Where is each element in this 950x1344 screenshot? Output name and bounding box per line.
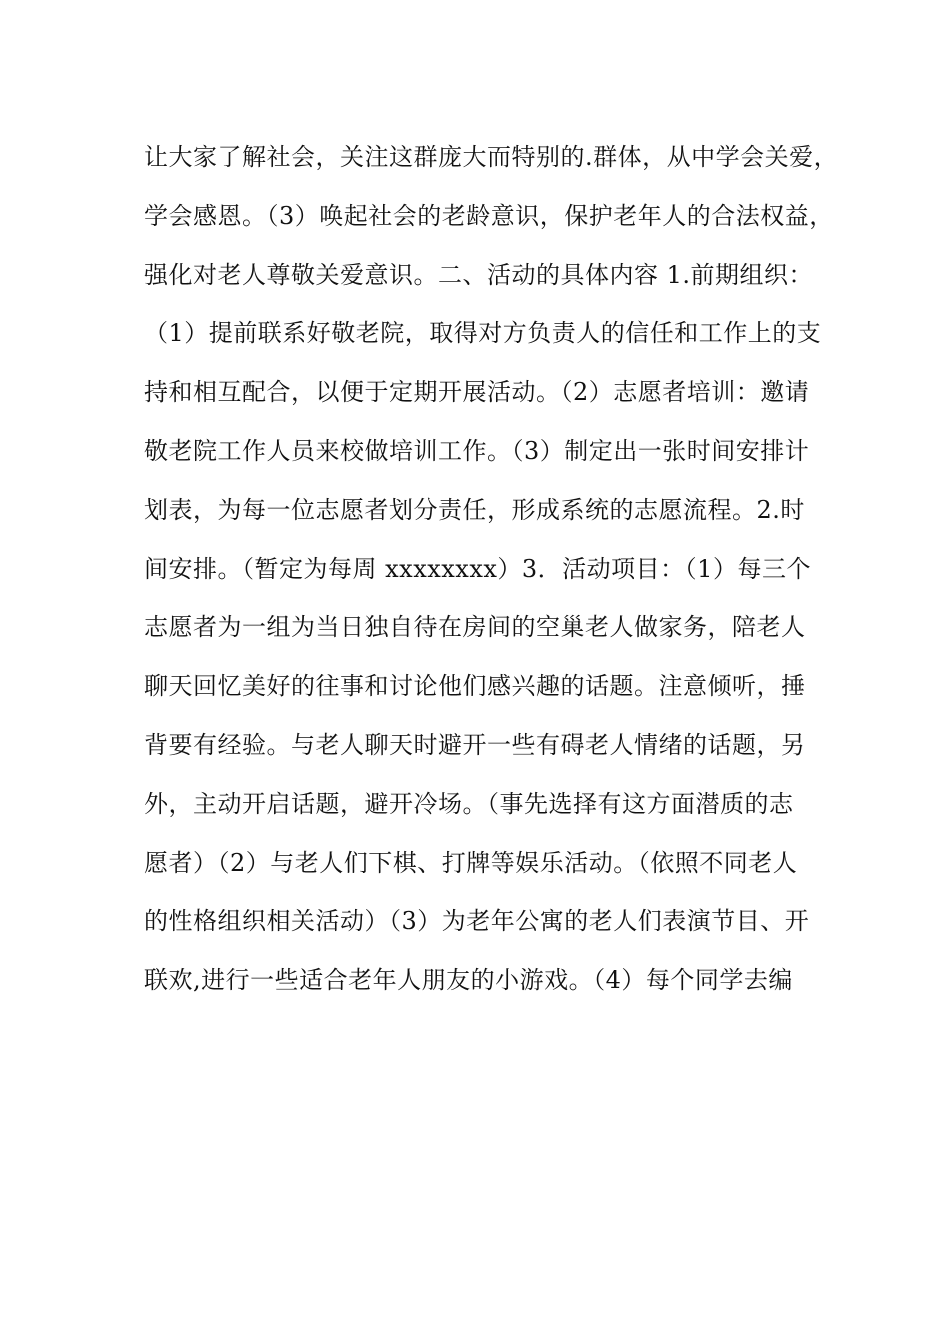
text-line: 学会感恩。（3）唤起社会的老龄意识，保护老年人的合法权益， [144,201,834,230]
text-line: 志愿者为一组为当日独自待在房间的空巢老人做家务，陪老人 [144,613,806,642]
text-line: 愿者）（2）与老人们下棋、打牌等娱乐活动。（依照不同老人 [144,848,798,877]
body-text [144,128,839,1010]
text-line: 联欢,进行一些适合老年人朋友的小游戏。（4）每个同学去编 [144,966,793,995]
text-line: 背要有经验。与老人聊天时避开一些有碍老人情绪的话题，另 [144,730,806,759]
text-line: 间安排。（暂定为每周 xxxxxxxx）3．活动项目：（1）每三个 [144,554,811,583]
text-line: 敬老院工作人员来校做培训工作。（3）制定出一张时间安排计 [144,436,810,465]
text-line: 持和相互配合，以便于定期开展活动。（2）志愿者培训：邀请 [144,378,810,407]
text-line: 划表，为每一位志愿者划分责任，形成系统的志愿流程。2.时 [144,495,805,524]
text-line: 让大家了解社会，关注这群庞大而特别的.群体，从中学会关爱， [144,143,839,171]
text-line: 外，主动开启话题，避开冷场。（事先选择有这方面潜质的志 [144,789,794,818]
text-line: （1）提前联系好敬老院，取得对方负责人的信任和工作上的支 [144,319,822,348]
text-line: 聊天回忆美好的往事和讨论他们感兴趣的话题。注意倾听，捶 [144,672,806,701]
text-line: 强化对老人尊敬关爱意识。二、活动的具体内容 1.前期组织： [144,260,814,289]
text-line: 的性格组织相关活动）（3）为老年公寓的老人们表演节目、开 [144,907,810,936]
